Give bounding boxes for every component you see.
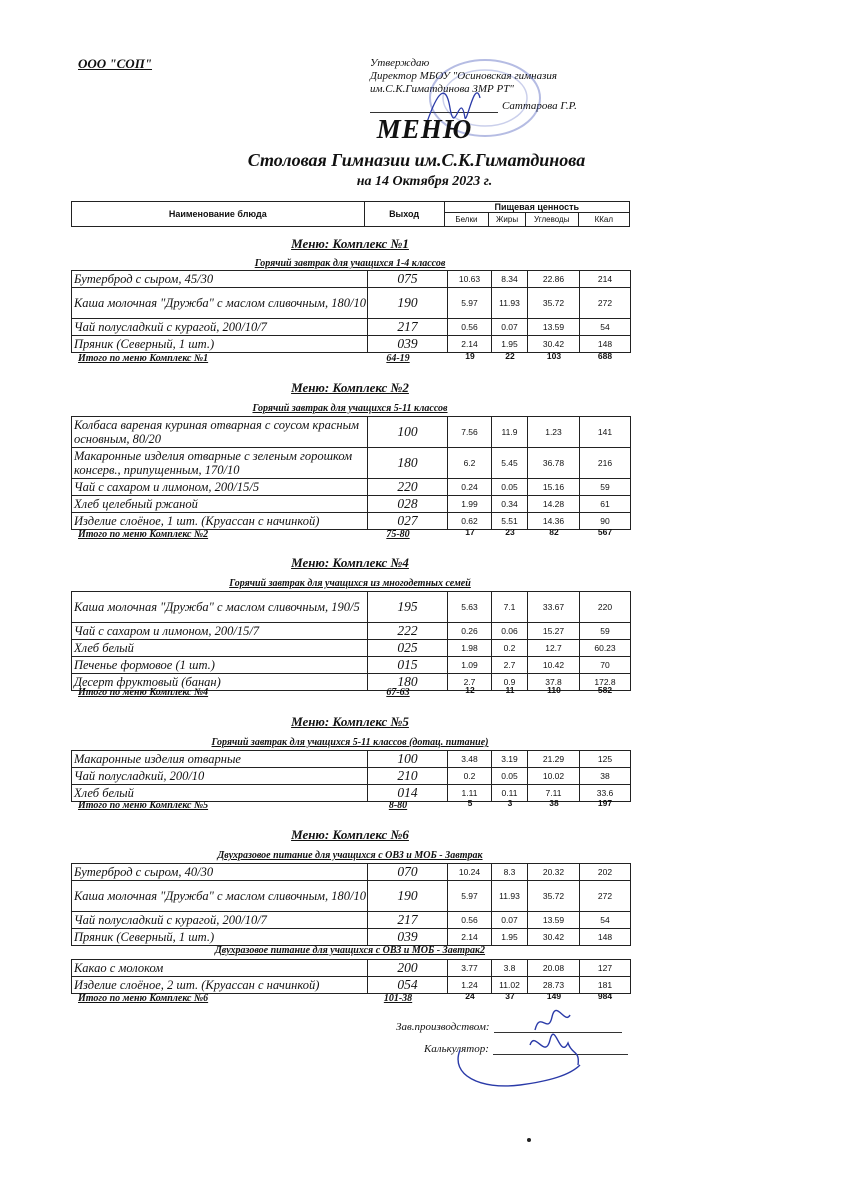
total-label: Итого по меню Комплекс №5: [78, 800, 209, 811]
table-row: [72, 288, 631, 319]
table-row: [72, 657, 631, 674]
total-row-complex-4: [78, 687, 638, 699]
dish-carbs: 1.23: [528, 417, 580, 448]
table-row: [72, 768, 631, 785]
group-subtitle: Горячий завтрак для учащихся 1-4 классов: [254, 258, 446, 269]
table-row: [72, 623, 631, 640]
dish-proteins: 0.24: [448, 479, 492, 496]
dish-proteins: 10.24: [448, 864, 492, 881]
total-output: 8-80: [388, 800, 408, 811]
dish-kcal: 54: [580, 319, 631, 336]
dish-carbs: 13.59: [528, 319, 580, 336]
approval-line-2: Директор МБОУ "Осиновская гимназия: [370, 70, 558, 82]
dish-proteins: 5.97: [448, 881, 492, 912]
dish-name: Каша молочная "Дружба" с маслом сливочным, 180/10: [72, 881, 368, 912]
table-row: [72, 751, 631, 768]
dish-proteins: 0.56: [448, 912, 492, 929]
dish-kcal: 272: [580, 288, 631, 319]
total-fats: 22: [505, 351, 515, 361]
dish-fats: 1.95: [492, 929, 528, 946]
dish-kcal: 59: [580, 479, 631, 496]
dish-kcal: 220: [580, 592, 631, 623]
dish-proteins: 7.56: [448, 417, 492, 448]
dish-fats: 8.3: [492, 864, 528, 881]
dish-kcal: 181: [580, 977, 631, 994]
dish-kcal: 90: [580, 513, 631, 530]
total-kcal: 688: [597, 351, 613, 361]
dish-output: 100: [368, 751, 448, 768]
dish-proteins: 0.2: [448, 768, 492, 785]
dish-name: Бутерброд с сыром, 40/30: [72, 864, 368, 881]
dish-output: 195: [368, 592, 448, 623]
dish-fats: 8.34: [492, 271, 528, 288]
dish-fats: 5.45: [492, 448, 528, 479]
group-subtitle: Двухразовое питание для учащихся с ОВЗ и МОБ - Завтрак: [217, 850, 483, 861]
table-row: [72, 496, 631, 513]
dish-proteins: 0.26: [448, 623, 492, 640]
table-row: [72, 417, 631, 448]
dish-kcal: 33.6: [580, 785, 631, 802]
dish-proteins: 3.77: [448, 960, 492, 977]
dish-name: Хлеб белый: [72, 785, 368, 802]
dish-proteins: 2.7: [448, 674, 492, 691]
header-dish: Наименование блюда: [72, 202, 365, 227]
total-carbs: 149: [546, 991, 562, 1001]
dish-output: 039: [368, 336, 448, 353]
dish-proteins: 1.98: [448, 640, 492, 657]
dish-output: 200: [368, 960, 448, 977]
dish-kcal: 125: [580, 751, 631, 768]
menu-table-complex-6-breakfast: [71, 863, 631, 946]
dish-carbs: 12.7: [528, 640, 580, 657]
dish-carbs: 33.67: [528, 592, 580, 623]
section-title-complex-2: Меню: Комплекс №2: [291, 380, 409, 395]
dish-carbs: 28.73: [528, 977, 580, 994]
dish-output: 180: [368, 674, 448, 691]
table-row: [72, 881, 631, 912]
dish-fats: 2.7: [492, 657, 528, 674]
dish-carbs: 15.16: [528, 479, 580, 496]
dish-carbs: 10.42: [528, 657, 580, 674]
column-header-table: [71, 201, 630, 227]
dish-kcal: 61: [580, 496, 631, 513]
dish-output: 100: [368, 417, 448, 448]
dish-proteins: 0.62: [448, 513, 492, 530]
dish-kcal: 148: [580, 336, 631, 353]
table-row: [72, 479, 631, 496]
dish-name: Хлеб белый: [72, 640, 368, 657]
dish-fats: 7.1: [492, 592, 528, 623]
signature-manager-label: Зав.производством:: [396, 1021, 490, 1033]
approval-signer: Саттарова Г.Р.: [502, 100, 577, 112]
dish-output: 015: [368, 657, 448, 674]
total-output: 64-19: [386, 353, 410, 364]
total-row-complex-1: [78, 353, 638, 365]
dish-output: 190: [368, 881, 448, 912]
header-carbs: Углеводы: [525, 213, 578, 227]
dish-output: 220: [368, 479, 448, 496]
table-row: [72, 336, 631, 353]
dish-output: 070: [368, 864, 448, 881]
menu-table-complex-4: [71, 591, 631, 691]
header-kcal: ККал: [578, 213, 629, 227]
dish-output: 027: [368, 513, 448, 530]
menu-table-complex-6-breakfast2: [71, 959, 631, 994]
total-fats: 37: [505, 991, 515, 1001]
menu-table-complex-5: [71, 750, 631, 802]
dish-name: Каша молочная "Дружба" с маслом сливочным, 180/10: [72, 288, 368, 319]
total-label: Итого по меню Комплекс №6: [78, 993, 209, 1004]
table-row: [72, 271, 631, 288]
dish-output: 180: [368, 448, 448, 479]
total-proteins: 19: [465, 351, 475, 361]
dish-carbs: 14.28: [528, 496, 580, 513]
section-title-complex-6: Меню: Комплекс №6: [291, 827, 409, 842]
dish-carbs: 30.42: [528, 336, 580, 353]
total-proteins: 17: [465, 527, 475, 537]
dish-carbs: 21.29: [528, 751, 580, 768]
dish-fats: 11.02: [492, 977, 528, 994]
menu-table-complex-2: [71, 416, 631, 530]
table-row: [72, 592, 631, 623]
dish-carbs: 37.8: [528, 674, 580, 691]
dish-proteins: 5.97: [448, 288, 492, 319]
table-row: [72, 640, 631, 657]
dish-kcal: 60.23: [580, 640, 631, 657]
dish-kcal: 38: [580, 768, 631, 785]
dish-fats: 3.19: [492, 751, 528, 768]
dish-output: 054: [368, 977, 448, 994]
dish-output: 217: [368, 319, 448, 336]
header-output: Выход: [364, 202, 444, 227]
dish-fats: 0.34: [492, 496, 528, 513]
approval-line-1: Утверждаю: [370, 57, 430, 69]
dish-carbs: 10.02: [528, 768, 580, 785]
dish-proteins: 1.09: [448, 657, 492, 674]
total-label: Итого по меню Комплекс №4: [78, 687, 209, 698]
total-label: Итого по меню Комплекс №2: [78, 529, 209, 540]
dish-fats: 0.06: [492, 623, 528, 640]
table-row: [72, 912, 631, 929]
dish-proteins: 2.14: [448, 336, 492, 353]
dish-proteins: 1.24: [448, 977, 492, 994]
dish-proteins: 3.48: [448, 751, 492, 768]
dish-kcal: 272: [580, 881, 631, 912]
dish-output: 028: [368, 496, 448, 513]
total-proteins: 24: [465, 991, 475, 1001]
header-fats: Жиры: [489, 213, 526, 227]
dish-name: Чай с сахаром и лимоном, 200/15/7: [72, 623, 368, 640]
dish-output: 190: [368, 288, 448, 319]
page-title: МЕНЮ: [376, 114, 473, 144]
dish-fats: 0.07: [492, 912, 528, 929]
table-row: [72, 319, 631, 336]
dish-name: Чай полусладкий с курагой, 200/10/7: [72, 319, 368, 336]
dish-proteins: 2.14: [448, 929, 492, 946]
total-row-complex-6: [78, 993, 638, 1005]
dish-kcal: 214: [580, 271, 631, 288]
total-kcal: 197: [597, 798, 613, 808]
dish-carbs: 13.59: [528, 912, 580, 929]
dish-carbs: 15.27: [528, 623, 580, 640]
section-title-complex-5: Меню: Комплекс №5: [291, 714, 409, 729]
organization-name: ООО "СОП": [78, 56, 153, 71]
total-carbs: 110: [547, 685, 561, 695]
dish-carbs: 30.42: [528, 929, 580, 946]
dish-name: Печенье формовое (1 шт.): [72, 657, 368, 674]
dish-fats: 0.05: [492, 479, 528, 496]
dish-name: Чай полусладкий, 200/10: [72, 768, 368, 785]
dish-proteins: 5.63: [448, 592, 492, 623]
dish-kcal: 172.8: [580, 674, 631, 691]
total-carbs: 103: [546, 351, 562, 361]
dish-name: Пряник (Северный, 1 шт.): [72, 929, 368, 946]
dish-fats: 11.93: [492, 288, 528, 319]
dish-carbs: 22.86: [528, 271, 580, 288]
total-kcal: 984: [597, 991, 613, 1001]
signature-calculator-label: Калькулятор:: [424, 1043, 489, 1055]
total-output: 67-63: [386, 687, 410, 698]
total-carbs: 38: [549, 798, 559, 808]
menu-table-complex-1: [71, 270, 631, 353]
group-subtitle: Горячий завтрак для учащихся 5-11 классов (дотац. питание): [211, 737, 489, 748]
dish-fats: 11.9: [492, 417, 528, 448]
header-proteins: Белки: [444, 213, 489, 227]
total-fats: 23: [505, 527, 515, 537]
dish-proteins: 6.2: [448, 448, 492, 479]
dish-kcal: 202: [580, 864, 631, 881]
total-kcal: 567: [597, 527, 613, 537]
dish-name: Какао с молоком: [72, 960, 368, 977]
total-output: 75-80: [386, 529, 410, 540]
dish-name: Чай полусладкий с курагой, 200/10/7: [72, 912, 368, 929]
dish-name: Пряник (Северный, 1 шт.): [72, 336, 368, 353]
table-row: [72, 960, 631, 977]
dish-name: Изделие слоёное, 1 шт. (Круассан с начинкой): [72, 513, 368, 530]
dish-name: Колбаса вареная куриная отварная с соусом красным основным, 80/20: [72, 417, 368, 448]
dish-output: 217: [368, 912, 448, 929]
dish-carbs: 20.32: [528, 864, 580, 881]
dish-fats: 5.51: [492, 513, 528, 530]
menu-date: на 14 Октября 2023 г.: [356, 174, 493, 189]
dish-carbs: 35.72: [528, 881, 580, 912]
dish-kcal: 54: [580, 912, 631, 929]
dish-name: Бутерброд с сыром, 45/30: [72, 271, 368, 288]
dish-proteins: 10.63: [448, 271, 492, 288]
dish-kcal: 70: [580, 657, 631, 674]
dish-name: Хлеб целебный ржаной: [72, 496, 368, 513]
dish-name: Макаронные изделия отварные с зеленым горошком консерв., припущенным, 170/10: [72, 448, 368, 479]
dish-output: 039: [368, 929, 448, 946]
dish-fats: 0.2: [492, 640, 528, 657]
table-row: [72, 864, 631, 881]
total-output: 101-38: [383, 993, 413, 1004]
dish-proteins: 1.11: [448, 785, 492, 802]
total-label: Итого по меню Комплекс №1: [78, 353, 209, 364]
total-proteins: 5: [467, 798, 473, 808]
total-carbs: 82: [549, 527, 559, 537]
group-subtitle: Двухразовое питание для учащихся с ОВЗ и МОБ - Завтрак2: [214, 945, 486, 956]
table-row: [72, 448, 631, 479]
dish-name: Чай с сахаром и лимоном, 200/15/5: [72, 479, 368, 496]
dish-fats: 11.93: [492, 881, 528, 912]
section-title-complex-4: Меню: Комплекс №4: [291, 555, 409, 570]
group-subtitle: Горячий завтрак для учащихся 5-11 классов: [252, 403, 448, 414]
dish-output: 210: [368, 768, 448, 785]
dish-carbs: 7.11: [528, 785, 580, 802]
dish-proteins: 0.56: [448, 319, 492, 336]
table-row: [72, 929, 631, 946]
total-row-complex-5: [78, 800, 638, 812]
dish-name: Десерт фруктовый (банан): [72, 674, 368, 691]
page-subtitle: Столовая Гимназии им.С.К.Гиматдинова: [247, 150, 586, 170]
total-fats: 3: [507, 798, 513, 808]
dish-output: 075: [368, 271, 448, 288]
handwritten-signature-icon: [440, 1005, 600, 1095]
dish-fats: 0.07: [492, 319, 528, 336]
dish-carbs: 14.36: [528, 513, 580, 530]
dish-name: Каша молочная "Дружба" с маслом сливочным, 190/5: [72, 592, 368, 623]
dish-kcal: 59: [580, 623, 631, 640]
dish-name: Изделие слоёное, 2 шт. (Круассан с начинкой): [72, 977, 368, 994]
dish-fats: 1.95: [492, 336, 528, 353]
ink-dot: [527, 1138, 531, 1142]
dish-carbs: 20.08: [528, 960, 580, 977]
total-kcal: 582: [597, 685, 613, 695]
dish-kcal: 141: [580, 417, 631, 448]
dish-carbs: 36.78: [528, 448, 580, 479]
dish-kcal: 216: [580, 448, 631, 479]
dish-fats: 0.05: [492, 768, 528, 785]
dish-output: 025: [368, 640, 448, 657]
approval-line-3: им.С.К.Гиматдинова ЗМР РТ": [370, 83, 514, 95]
dish-fats: 0.9: [492, 674, 528, 691]
total-proteins: 12: [465, 685, 475, 695]
dish-name: Макаронные изделия отварные: [72, 751, 368, 768]
dish-kcal: 148: [580, 929, 631, 946]
dish-fats: 0.11: [492, 785, 528, 802]
dish-fats: 3.8: [492, 960, 528, 977]
dish-carbs: 35.72: [528, 288, 580, 319]
section-title-complex-1: Меню: Комплекс №1: [291, 236, 409, 251]
dish-output: 014: [368, 785, 448, 802]
total-fats: 11: [505, 685, 515, 695]
total-row-complex-2: [78, 529, 638, 541]
dish-kcal: 127: [580, 960, 631, 977]
dish-output: 222: [368, 623, 448, 640]
dish-proteins: 1.99: [448, 496, 492, 513]
header-nutrition: Пищевая ценность: [444, 202, 629, 213]
group-subtitle: Горячий завтрак для учащихся из многодетных семей: [229, 578, 471, 589]
